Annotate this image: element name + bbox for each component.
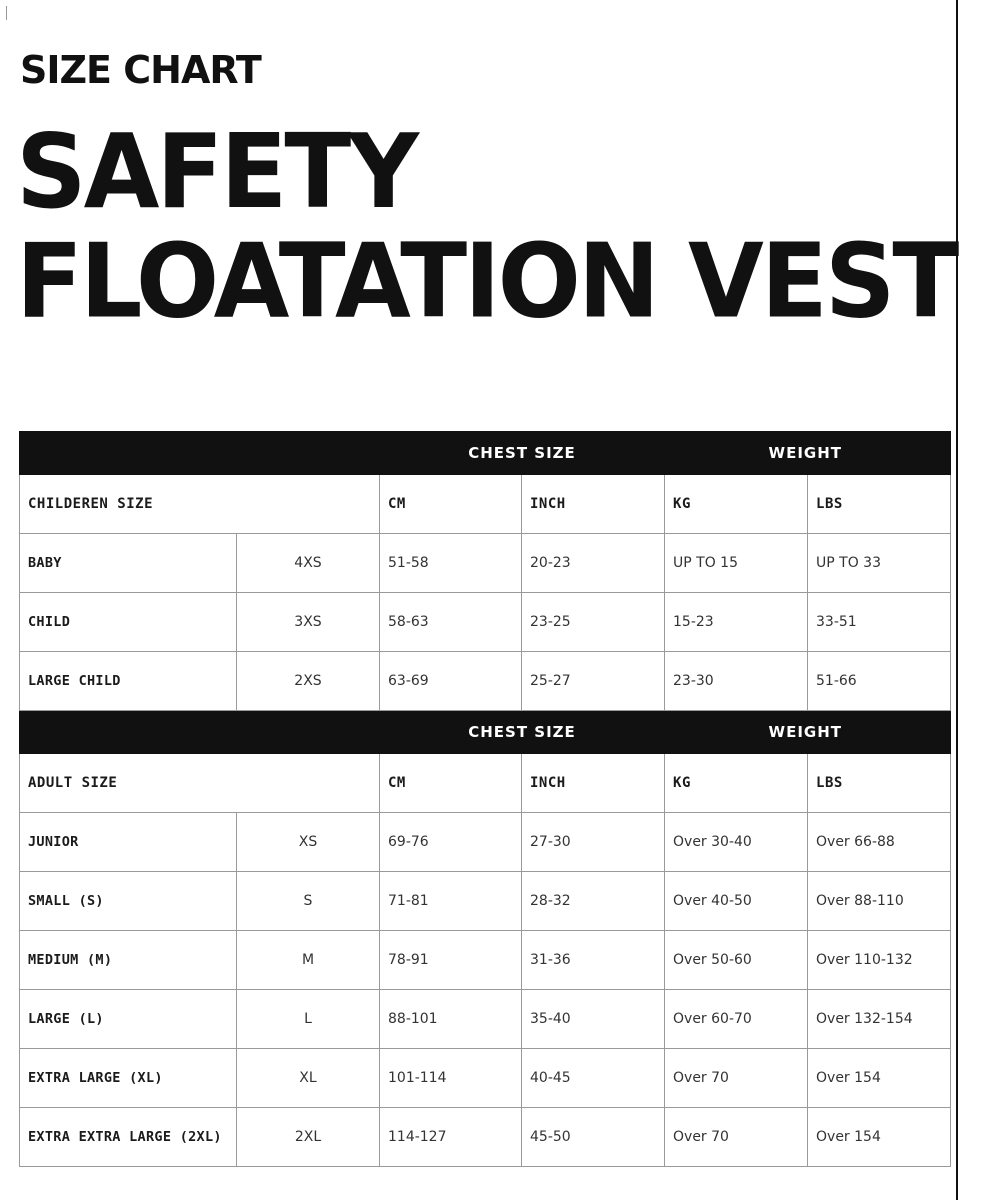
chest-inch-cell: 31-36 bbox=[522, 931, 665, 990]
weight-band: WEIGHT bbox=[665, 432, 951, 475]
size-name-cell: JUNIOR bbox=[20, 813, 237, 872]
size-code-cell: 4XS bbox=[237, 534, 380, 593]
band-spacer bbox=[20, 432, 380, 475]
chest-cm-cell: 101-114 bbox=[380, 1049, 522, 1108]
weight-lbs-cell: UP TO 33 bbox=[808, 534, 951, 593]
adult-size-header: ADULT SIZE bbox=[20, 754, 380, 813]
cm-header: CM bbox=[380, 754, 522, 813]
weight-lbs-cell: Over 66-88 bbox=[808, 813, 951, 872]
kg-header: KG bbox=[665, 754, 808, 813]
chest-cm-cell: 69-76 bbox=[380, 813, 522, 872]
chest-cm-cell: 58-63 bbox=[380, 593, 522, 652]
size-name-cell: LARGE CHILD bbox=[20, 652, 237, 711]
size-chart-table bbox=[19, 431, 951, 1167]
cm-header: CM bbox=[380, 475, 522, 534]
size-row bbox=[20, 534, 951, 593]
size-name-cell: LARGE (L) bbox=[20, 990, 237, 1049]
size-code-cell: L bbox=[237, 990, 380, 1049]
inch-header: INCH bbox=[522, 754, 665, 813]
weight-lbs-cell: 51-66 bbox=[808, 652, 951, 711]
weight-lbs-cell: 33-51 bbox=[808, 593, 951, 652]
chest-inch-cell: 25-27 bbox=[522, 652, 665, 711]
chest-inch-cell: 23-25 bbox=[522, 593, 665, 652]
edge-mark bbox=[6, 6, 7, 20]
chest-cm-cell: 51-58 bbox=[380, 534, 522, 593]
weight-kg-cell: Over 60-70 bbox=[665, 990, 808, 1049]
size-code-cell: S bbox=[237, 872, 380, 931]
size-name-cell: BABY bbox=[20, 534, 237, 593]
chest-cm-cell: 63-69 bbox=[380, 652, 522, 711]
chest-inch-cell: 28-32 bbox=[522, 872, 665, 931]
chest-inch-cell: 35-40 bbox=[522, 990, 665, 1049]
page-edge-rule bbox=[956, 0, 958, 1200]
weight-lbs-cell: Over 154 bbox=[808, 1108, 951, 1167]
weight-band: WEIGHT bbox=[665, 711, 951, 754]
product-title bbox=[16, 112, 957, 342]
size-code-cell: XL bbox=[237, 1049, 380, 1108]
size-row bbox=[20, 593, 951, 652]
children-header-row bbox=[20, 475, 951, 534]
weight-lbs-cell: Over 88-110 bbox=[808, 872, 951, 931]
weight-kg-cell: 15-23 bbox=[665, 593, 808, 652]
product-title-line-2: FLOATATION VEST bbox=[16, 221, 957, 342]
adults-header-row bbox=[20, 754, 951, 813]
size-row bbox=[20, 1108, 951, 1167]
weight-kg-cell: Over 30-40 bbox=[665, 813, 808, 872]
size-code-cell: M bbox=[237, 931, 380, 990]
weight-kg-cell: Over 50-60 bbox=[665, 931, 808, 990]
size-chart-heading: SIZE CHART bbox=[20, 48, 261, 92]
band-spacer bbox=[20, 711, 380, 754]
size-row bbox=[20, 931, 951, 990]
chest-inch-cell: 40-45 bbox=[522, 1049, 665, 1108]
chest-cm-cell: 88-101 bbox=[380, 990, 522, 1049]
chest-inch-cell: 27-30 bbox=[522, 813, 665, 872]
chest-inch-cell: 20-23 bbox=[522, 534, 665, 593]
chest-size-band: CHEST SIZE bbox=[380, 432, 665, 475]
children-band-row bbox=[20, 432, 951, 475]
chest-inch-cell: 45-50 bbox=[522, 1108, 665, 1167]
size-name-cell: EXTRA EXTRA LARGE (2XL) bbox=[20, 1108, 237, 1167]
inch-header: INCH bbox=[522, 475, 665, 534]
size-name-cell: MEDIUM (M) bbox=[20, 931, 237, 990]
product-title-line-1: SAFETY bbox=[16, 112, 417, 233]
chest-cm-cell: 71-81 bbox=[380, 872, 522, 931]
size-row bbox=[20, 652, 951, 711]
lbs-header: LBS bbox=[808, 754, 951, 813]
weight-kg-cell: Over 70 bbox=[665, 1049, 808, 1108]
weight-kg-cell: UP TO 15 bbox=[665, 534, 808, 593]
size-code-cell: XS bbox=[237, 813, 380, 872]
size-code-cell: 2XL bbox=[237, 1108, 380, 1167]
size-name-cell: CHILD bbox=[20, 593, 237, 652]
weight-lbs-cell: Over 110-132 bbox=[808, 931, 951, 990]
chest-cm-cell: 114-127 bbox=[380, 1108, 522, 1167]
weight-kg-cell: Over 70 bbox=[665, 1108, 808, 1167]
weight-kg-cell: 23-30 bbox=[665, 652, 808, 711]
chest-size-band: CHEST SIZE bbox=[380, 711, 665, 754]
size-row bbox=[20, 1049, 951, 1108]
size-row bbox=[20, 813, 951, 872]
size-row bbox=[20, 990, 951, 1049]
children-section bbox=[20, 432, 951, 711]
children-size-header: CHILDEREN SIZE bbox=[20, 475, 380, 534]
chest-cm-cell: 78-91 bbox=[380, 931, 522, 990]
weight-lbs-cell: Over 132-154 bbox=[808, 990, 951, 1049]
adults-band-row bbox=[20, 711, 951, 754]
size-code-cell: 3XS bbox=[237, 593, 380, 652]
adults-section bbox=[20, 711, 951, 1167]
size-name-cell: EXTRA LARGE (XL) bbox=[20, 1049, 237, 1108]
size-name-cell: SMALL (S) bbox=[20, 872, 237, 931]
lbs-header: LBS bbox=[808, 475, 951, 534]
weight-kg-cell: Over 40-50 bbox=[665, 872, 808, 931]
size-row bbox=[20, 872, 951, 931]
size-code-cell: 2XS bbox=[237, 652, 380, 711]
kg-header: KG bbox=[665, 475, 808, 534]
weight-lbs-cell: Over 154 bbox=[808, 1049, 951, 1108]
